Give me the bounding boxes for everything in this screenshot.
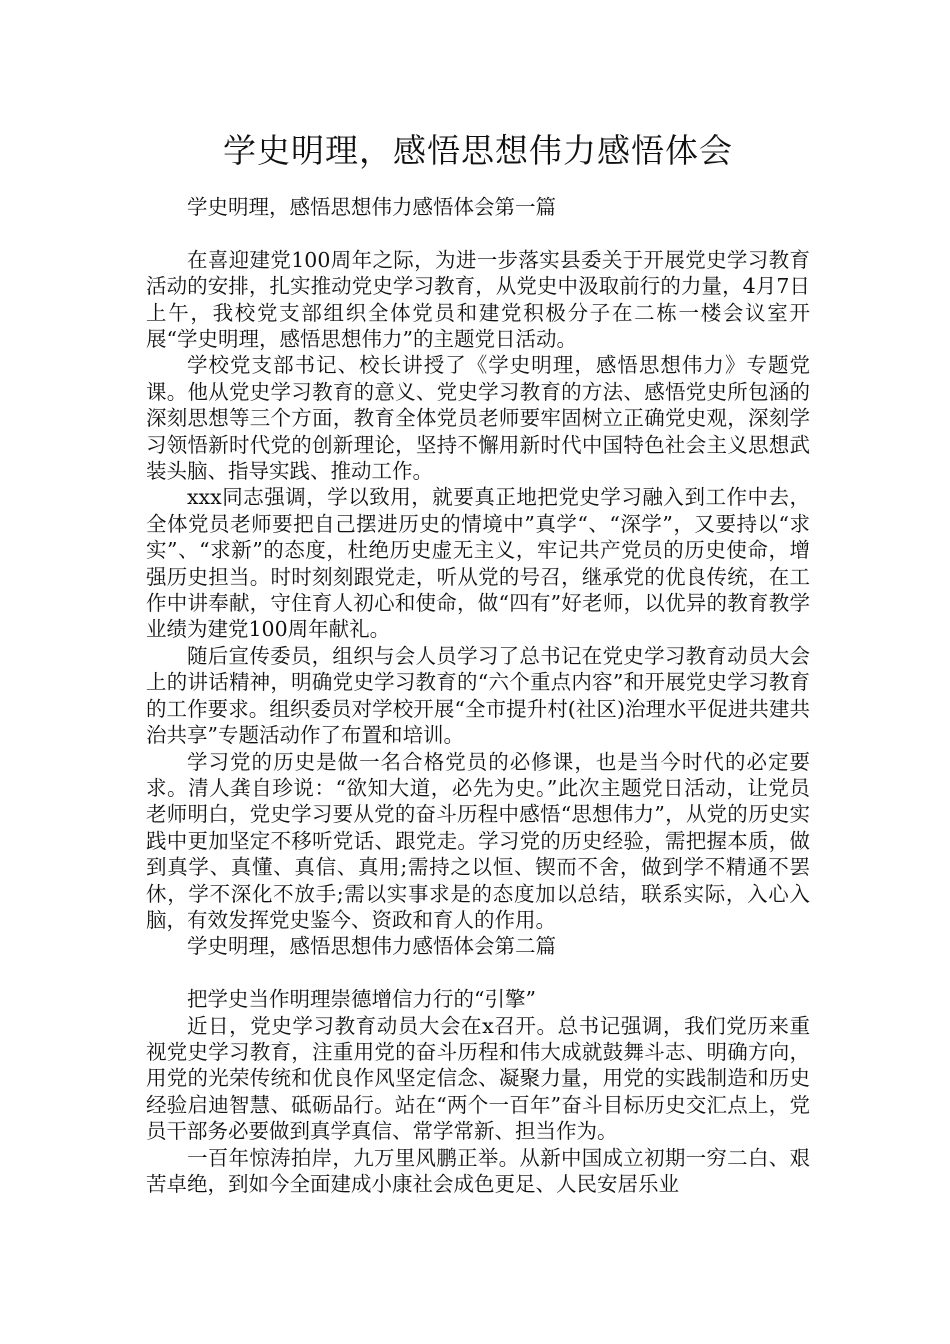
document-body [146,194,810,1197]
paragraph-subtitle: 把学史当作明理崇德增信力行的“引擎” [187,987,536,1012]
blank-line [146,960,810,986]
document-title: 学史明理，感悟思想伟力感悟体会 [223,131,733,170]
paragraph: xxx同志强调，学以致用，就要真正地把党史学习融入到工作中去，全体党员老师要把自己摆进历史的情境中”真学“、“深学”，又要持以“求实”、“求新”的态度，杜绝历史虚无主义，牢记共产党员的历史使命，增强历史担当。时时刻刻跟党走，听从党的号召，继承党的优良传统，在工作中讲奉献，守住育人初心和使命，做“四有”好老师，以优异的教育教学业绩为建党100周年献礼。 [146,485,810,642]
document-page [146,0,810,1344]
paragraph: 一百年惊涛拍岸，九万里风鹏正举。从新中国成立初期一穷二白、艰苦卓绝，到如今全面建成小康社会成色更足、人民安居乐业 [146,1145,810,1196]
section-heading: 学史明理，感悟思想伟力感悟体会第二篇 [187,934,556,959]
paragraph: 近日，党史学习教育动员大会在x召开。总书记强调，我们党历来重视党史学习教育，注重用党的奋斗历程和伟大成就鼓舞斗志、明确方向，用党的光荣传统和优良作风坚定信念、凝聚力量，用党的实践制造和历史经验启迪智慧、砥砺品行。站在“两个一百年”奋斗目标历史交汇点上，党员干部务必要做到真学真信、常学常新、担当作为。 [146,1013,810,1144]
paragraph: 在喜迎建党100周年之际，为进一步落实县委关于开展党史学习教育活动的安排，扎实推动党史学习教育，从党史中汲取前行的力量，4月7日上午，我校党支部组织全体党员和建党积极分子在二栋一楼会议室开展“学史明理，感悟思想伟力”的主题党日活动。 [146,247,810,352]
paragraph: 学校党支部书记、校长讲授了《学史明理，感悟思想伟力》专题党课。他从党史学习教育的意义、党史学习教育的方法、感悟党史所包涵的深刻思想等三个方面，教育全体党员老师要牢固树立正确党史观，深刻学习领悟新时代党的创新理论，坚持不懈用新时代中国特色社会主义思想武装头脑、指导实践、推动工作。 [146,353,810,484]
section-heading: 学史明理，感悟思想伟力感悟体会第一篇 [187,195,556,219]
paragraph: 随后宣传委员，组织与会人员学习了总书记在党史学习教育动员大会上的讲话精神，明确党史学习教育的“六个重点内容”和开展党史学习教育的工作要求。组织委员对学校开展“全市提升村(社区)治理水平促进共建共治共享”专题活动作了布置和培训。 [146,643,810,748]
blank-line [146,220,810,246]
paragraph: 学习党的历史是做一名合格党员的必修课，也是当今时代的必定要求。清人龚自珍说：“欲知大道，必先为史。”此次主题党日活动，让党员老师明白，党史学习要从党的奋斗历程中感悟“思想伟力”，从党的历史实践中更加坚定不移听党话、跟党走。学习党的历史经验，需把握本质，做到真学、真懂、真信、真用;需持之以恒、锲而不舍，做到学不精通不罢休，学不深化不放手;需以实事求是的态度加以总结，联系实际，入心入脑，有效发挥党史鉴今、资政和育人的作用。 [146,749,810,932]
